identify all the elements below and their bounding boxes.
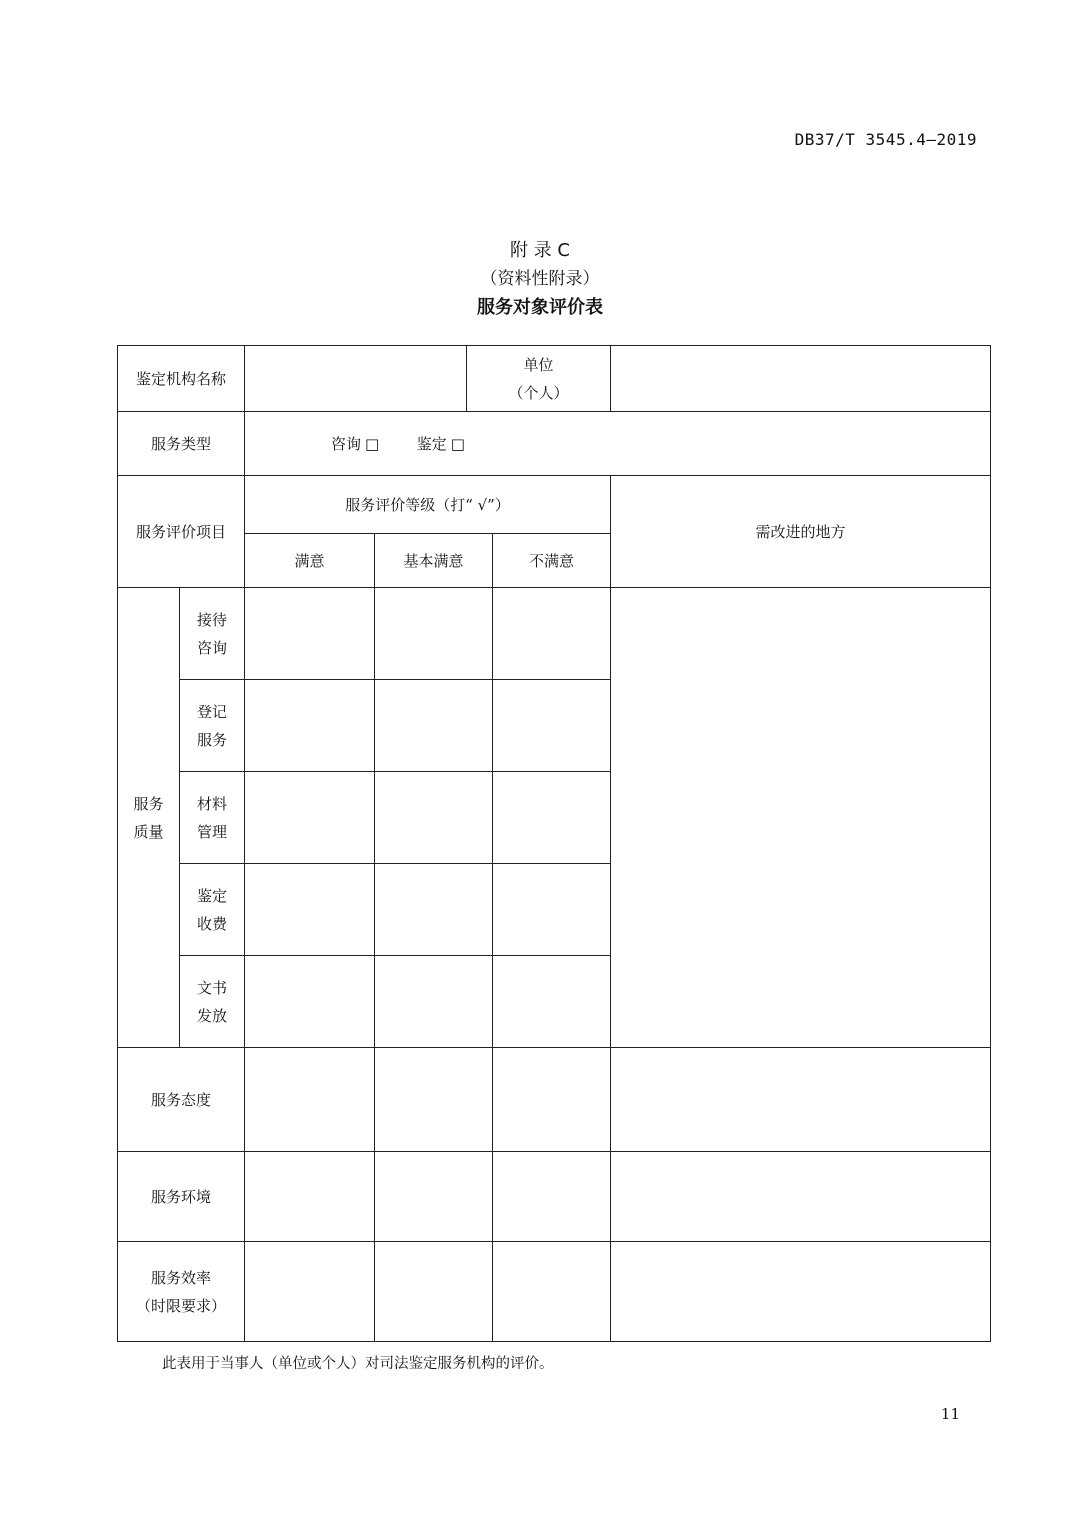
evaluation-form-table bbox=[117, 345, 991, 1342]
quality-improvement-field[interactable] bbox=[611, 588, 991, 1048]
satisfied-cell[interactable] bbox=[245, 956, 375, 1048]
page-number: 11 bbox=[940, 1405, 960, 1423]
unsatisfied-cell[interactable] bbox=[493, 772, 611, 864]
basic-satisfied-cell[interactable] bbox=[375, 1152, 493, 1242]
quality-item-label bbox=[180, 680, 245, 772]
unsatisfied-cell[interactable] bbox=[493, 1242, 611, 1342]
environment-label: 服务环境 bbox=[118, 1152, 245, 1242]
improvement-header: 需改进的地方 bbox=[611, 476, 991, 588]
unsatisfied-cell[interactable] bbox=[493, 588, 611, 680]
agency-name-label: 鉴定机构名称 bbox=[118, 346, 245, 412]
item-line2: 咨询 bbox=[197, 638, 228, 657]
consult-checkbox[interactable]: □ bbox=[365, 434, 380, 453]
efficiency-label bbox=[118, 1242, 245, 1342]
efficiency-improvement-field[interactable] bbox=[611, 1242, 991, 1342]
basic-satisfied-cell[interactable] bbox=[375, 1242, 493, 1342]
form-title: 服务对象评价表 bbox=[477, 297, 603, 318]
satisfied-cell[interactable] bbox=[245, 588, 375, 680]
efficiency-row bbox=[118, 1242, 991, 1342]
environment-row bbox=[118, 1152, 991, 1242]
evaluation-item-label: 服务评价项目 bbox=[118, 476, 245, 588]
item-line1: 登记 bbox=[197, 702, 228, 721]
item-line1: 接待 bbox=[197, 610, 228, 629]
appendix-nature: （资料性附录） bbox=[480, 269, 600, 289]
option-appraisal-label: 鉴定 bbox=[416, 434, 447, 453]
quality-group-label bbox=[118, 588, 180, 1048]
grade-header: 服务评价等级（打“ √”） bbox=[245, 476, 611, 534]
agency-name-field[interactable] bbox=[245, 346, 467, 412]
appendix-title: 附 录 C bbox=[509, 240, 570, 261]
item-line1: 鉴定 bbox=[197, 886, 228, 905]
quality-item-label bbox=[180, 588, 245, 680]
item-line2: 发放 bbox=[197, 1006, 228, 1025]
grade-header-row bbox=[118, 476, 991, 534]
appraisal-checkbox[interactable]: □ bbox=[450, 434, 465, 453]
item-line1: 文书 bbox=[197, 978, 228, 997]
service-type-row bbox=[118, 412, 991, 476]
unsatisfied-cell[interactable] bbox=[493, 680, 611, 772]
basic-satisfied-cell[interactable] bbox=[375, 680, 493, 772]
satisfied-cell[interactable] bbox=[245, 1048, 375, 1152]
service-type-options bbox=[245, 412, 991, 476]
item-line2: 服务 bbox=[197, 730, 228, 749]
quality-item-label bbox=[180, 772, 245, 864]
grade-satisfied: 满意 bbox=[245, 534, 375, 588]
satisfied-cell[interactable] bbox=[245, 680, 375, 772]
attitude-row bbox=[118, 1048, 991, 1152]
satisfied-cell[interactable] bbox=[245, 1152, 375, 1242]
satisfied-cell[interactable] bbox=[245, 772, 375, 864]
satisfied-cell[interactable] bbox=[245, 1242, 375, 1342]
item-line2: 管理 bbox=[197, 822, 228, 841]
standard-code: DB37/T 3545.4—2019 bbox=[794, 130, 977, 149]
efficiency-line2: （时限要求） bbox=[136, 1296, 227, 1315]
unit-label bbox=[467, 346, 611, 412]
efficiency-line1: 服务效率 bbox=[151, 1268, 212, 1287]
service-type-label: 服务类型 bbox=[118, 412, 245, 476]
basic-satisfied-cell[interactable] bbox=[375, 588, 493, 680]
basic-satisfied-cell[interactable] bbox=[375, 956, 493, 1048]
unsatisfied-cell[interactable] bbox=[493, 864, 611, 956]
basic-satisfied-cell[interactable] bbox=[375, 864, 493, 956]
unit-field[interactable] bbox=[611, 346, 991, 412]
unit-label-line2: （个人） bbox=[508, 383, 569, 402]
attitude-improvement-field[interactable] bbox=[611, 1048, 991, 1152]
quality-item-label bbox=[180, 864, 245, 956]
item-line2: 收费 bbox=[197, 914, 228, 933]
quality-item-label bbox=[180, 956, 245, 1048]
item-line1: 材料 bbox=[197, 794, 228, 813]
satisfied-cell[interactable] bbox=[245, 864, 375, 956]
quality-group-line2: 质量 bbox=[133, 822, 164, 841]
attitude-label: 服务态度 bbox=[118, 1048, 245, 1152]
grade-unsatisfied: 不满意 bbox=[493, 534, 611, 588]
grade-basic: 基本满意 bbox=[375, 534, 493, 588]
table-note: 此表用于当事人（单位或个人）对司法鉴定服务机构的评价。 bbox=[162, 1356, 554, 1372]
environment-improvement-field[interactable] bbox=[611, 1152, 991, 1242]
table-row bbox=[118, 588, 991, 680]
unsatisfied-cell[interactable] bbox=[493, 956, 611, 1048]
quality-group-line1: 服务 bbox=[133, 794, 164, 813]
unit-label-line1: 单位 bbox=[523, 355, 554, 374]
agency-row bbox=[118, 346, 991, 412]
basic-satisfied-cell[interactable] bbox=[375, 772, 493, 864]
option-consult-label: 咨询 bbox=[331, 434, 362, 453]
unsatisfied-cell[interactable] bbox=[493, 1152, 611, 1242]
unsatisfied-cell[interactable] bbox=[493, 1048, 611, 1152]
basic-satisfied-cell[interactable] bbox=[375, 1048, 493, 1152]
